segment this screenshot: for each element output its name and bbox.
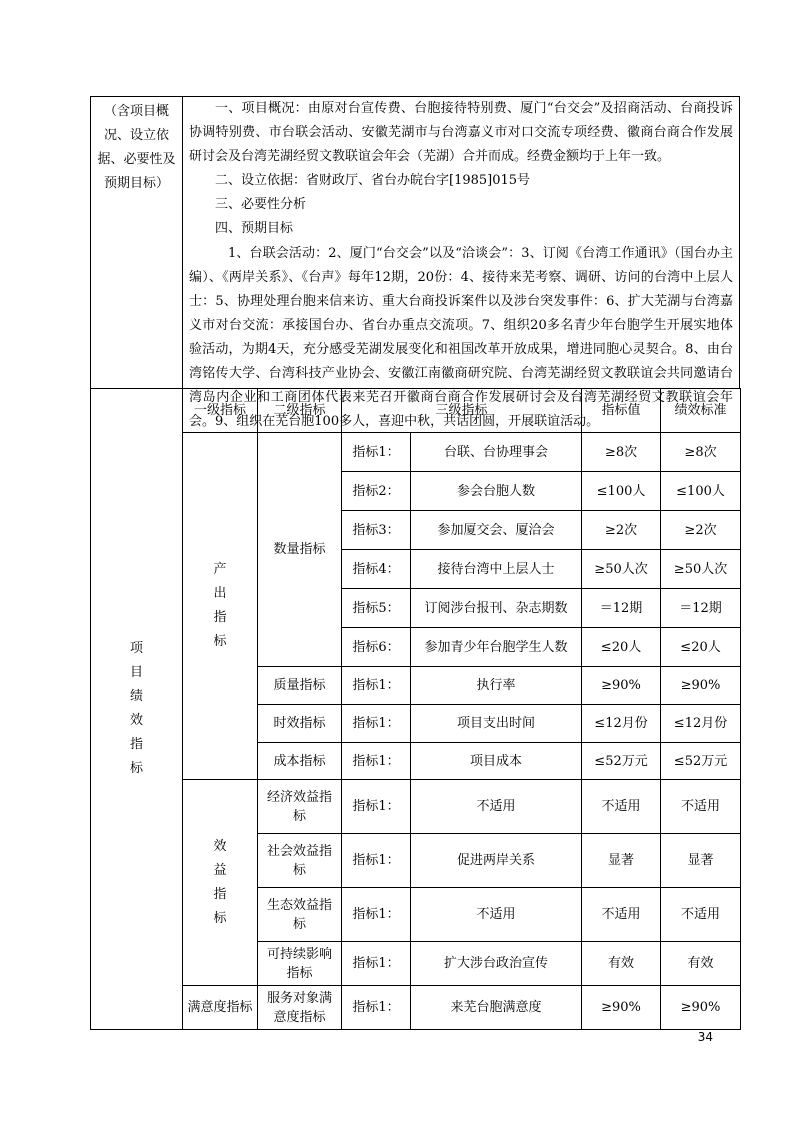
metric-standard: ≥90% bbox=[661, 986, 741, 1030]
metric-name: 接待台湾中上层人士 bbox=[411, 550, 582, 589]
metric-name: 台联、台协理事会 bbox=[411, 433, 582, 472]
metric-name: 执行率 bbox=[411, 667, 582, 705]
metric-value: 显著 bbox=[582, 834, 661, 888]
ecological-label: 生态效益指标 bbox=[258, 888, 342, 942]
metric-index: 指标3： bbox=[342, 511, 411, 550]
metric-name: 参会台胞人数 bbox=[411, 472, 582, 511]
performance-metrics-table bbox=[90, 388, 741, 1030]
metric-value: ≤12月份 bbox=[582, 705, 661, 743]
metric-name: 不适用 bbox=[411, 780, 582, 834]
metric-index: 指标5： bbox=[342, 589, 411, 628]
metric-standard: 有效 bbox=[661, 942, 741, 986]
quantity-label: 数量指标 bbox=[258, 433, 342, 667]
metric-standard: ≥8次 bbox=[661, 433, 741, 472]
metric-index: 指标1： bbox=[342, 433, 411, 472]
metric-name: 订阅涉台报刊、杂志期数 bbox=[411, 589, 582, 628]
header-l3: 三级指标 bbox=[342, 389, 582, 433]
metric-standard: ≥50人次 bbox=[661, 550, 741, 589]
goals-heading: 四、预期目标 bbox=[215, 221, 294, 237]
metric-value: ≥90% bbox=[582, 667, 661, 705]
metric-standard: ≤12月份 bbox=[661, 705, 741, 743]
timeliness-label: 时效指标 bbox=[258, 705, 342, 743]
sustainable-label: 可持续影响指标 bbox=[258, 942, 342, 986]
benefit-label: 效益指标 bbox=[213, 838, 227, 926]
goals-paragraph: 1、台联会活动：2、厦门“台交会”以及“洽谈会”：3、订阅《台湾工作通讯》（国台办主编）、《两岸关系》、《台声》每年12期，20份：4、接待来芜考察、调研、访问的台湾中上层人士：5、协理处理台胞来信来访、重大台商投诉案件以及涉台突发事件：6、扩大芜湖与台湾嘉义市对台交流：承接国台办、省台办重点交流项。7、组织20多名青少年台胞学生开展实地体验活动，为期4天，充分感受芜湖发展变化和祖国改革开放成果，增进同胞心灵契合。8、由台湾铭传大学、台湾科技产业协会、安徽江南徽商研究院、台湾芜湖经贸文教联谊会共同邀请台湾岛内企业和工商团体代表来芜召开徽商台商合作发展研讨会及台湾芜湖经贸文教联谊会年会。9、组织在芜台胞100多人，喜迎中秋，共话团圆，开展联谊活动。 bbox=[189, 245, 733, 430]
metric-name: 参加青少年台胞学生人数 bbox=[411, 628, 582, 667]
metric-name: 来芜台胞满意度 bbox=[411, 986, 582, 1030]
metric-standard: 不适用 bbox=[661, 888, 741, 942]
metric-standard: ≤100人 bbox=[661, 472, 741, 511]
output-label: 产出指标 bbox=[213, 562, 227, 649]
metric-standard: ＝12期 bbox=[661, 589, 741, 628]
header-l2: 二级指标 bbox=[258, 389, 342, 433]
metric-value: ≥2次 bbox=[582, 511, 661, 550]
metric-value: ≥8次 bbox=[582, 433, 661, 472]
metric-index: 指标6： bbox=[342, 628, 411, 667]
metric-index: 指标1： bbox=[342, 743, 411, 780]
section-label: 项目绩效指标 bbox=[129, 641, 143, 776]
metric-index: 指标1： bbox=[342, 780, 411, 834]
overview-label: （含项目概况、设立依据、必要性及预期目标） bbox=[91, 97, 183, 388]
metric-value: ≤52万元 bbox=[582, 743, 661, 780]
necessity-heading: 三、必要性分析 bbox=[215, 197, 307, 213]
table-row bbox=[91, 986, 741, 1030]
metric-value: 有效 bbox=[582, 942, 661, 986]
table-row bbox=[91, 780, 741, 834]
metric-standard: ≤52万元 bbox=[661, 743, 741, 780]
economic-label: 经济效益指标 bbox=[258, 780, 342, 834]
metric-value: 不适用 bbox=[582, 780, 661, 834]
metric-index: 指标1： bbox=[342, 888, 411, 942]
metric-standard: 显著 bbox=[661, 834, 741, 888]
benefit-label-cell bbox=[183, 780, 258, 986]
metric-index: 指标1： bbox=[342, 705, 411, 743]
metric-name: 项目支出时间 bbox=[411, 705, 582, 743]
metric-value: ≥90% bbox=[582, 986, 661, 1030]
metric-standard: ≥90% bbox=[661, 667, 741, 705]
overview-paragraph: 一、项目概况：由原对台宣传费、台胞接待特别费、厦门“台交会”及招商活动、台商投诉协调特别费、市台联会活动、安徽芜湖市与台湾嘉义市对口交流专项经费、徽商台商合作发展研讨会及台湾芜湖经贸文教联谊会年会（芜湖）合并而成。经费金额均于上年一致。 bbox=[189, 101, 733, 165]
social-label: 社会效益指标 bbox=[258, 834, 342, 888]
metric-value: ≤20人 bbox=[582, 628, 661, 667]
cost-label: 成本指标 bbox=[258, 743, 342, 780]
header-value: 指标值 bbox=[582, 389, 661, 433]
table-header-row bbox=[91, 389, 741, 433]
metric-value: ＝12期 bbox=[582, 589, 661, 628]
metric-standard: 不适用 bbox=[661, 780, 741, 834]
basis-paragraph: 二、设立依据：省财政厅、省台办皖台字[1985]015号 bbox=[215, 173, 531, 189]
section-label-cell bbox=[91, 389, 183, 1030]
output-label-cell bbox=[183, 433, 258, 780]
header-l1: 一级指标 bbox=[183, 389, 258, 433]
metric-name: 不适用 bbox=[411, 888, 582, 942]
metric-index: 指标2： bbox=[342, 472, 411, 511]
metric-index: 指标4： bbox=[342, 550, 411, 589]
metric-name: 扩大涉台政治宣传 bbox=[411, 942, 582, 986]
metric-name: 项目成本 bbox=[411, 743, 582, 780]
table-row bbox=[91, 433, 741, 472]
metric-name: 促进两岸关系 bbox=[411, 834, 582, 888]
satisfaction-label: 满意度指标 bbox=[183, 986, 258, 1030]
metric-index: 指标1： bbox=[342, 667, 411, 705]
metric-value: 不适用 bbox=[582, 888, 661, 942]
header-standard: 绩效标准 bbox=[661, 389, 741, 433]
metric-index: 指标1： bbox=[342, 834, 411, 888]
quality-label: 质量指标 bbox=[258, 667, 342, 705]
satisfaction-sub-label: 服务对象满意度指标 bbox=[258, 986, 342, 1030]
metric-index: 指标1： bbox=[342, 986, 411, 1030]
metric-standard: ≤20人 bbox=[661, 628, 741, 667]
metric-value: ≥50人次 bbox=[582, 550, 661, 589]
metric-name: 参加厦交会、厦洽会 bbox=[411, 511, 582, 550]
metric-index: 指标1： bbox=[342, 942, 411, 986]
metric-value: ≤100人 bbox=[582, 472, 661, 511]
page-number: 34 bbox=[697, 1030, 713, 1044]
metric-standard: ≥2次 bbox=[661, 511, 741, 550]
